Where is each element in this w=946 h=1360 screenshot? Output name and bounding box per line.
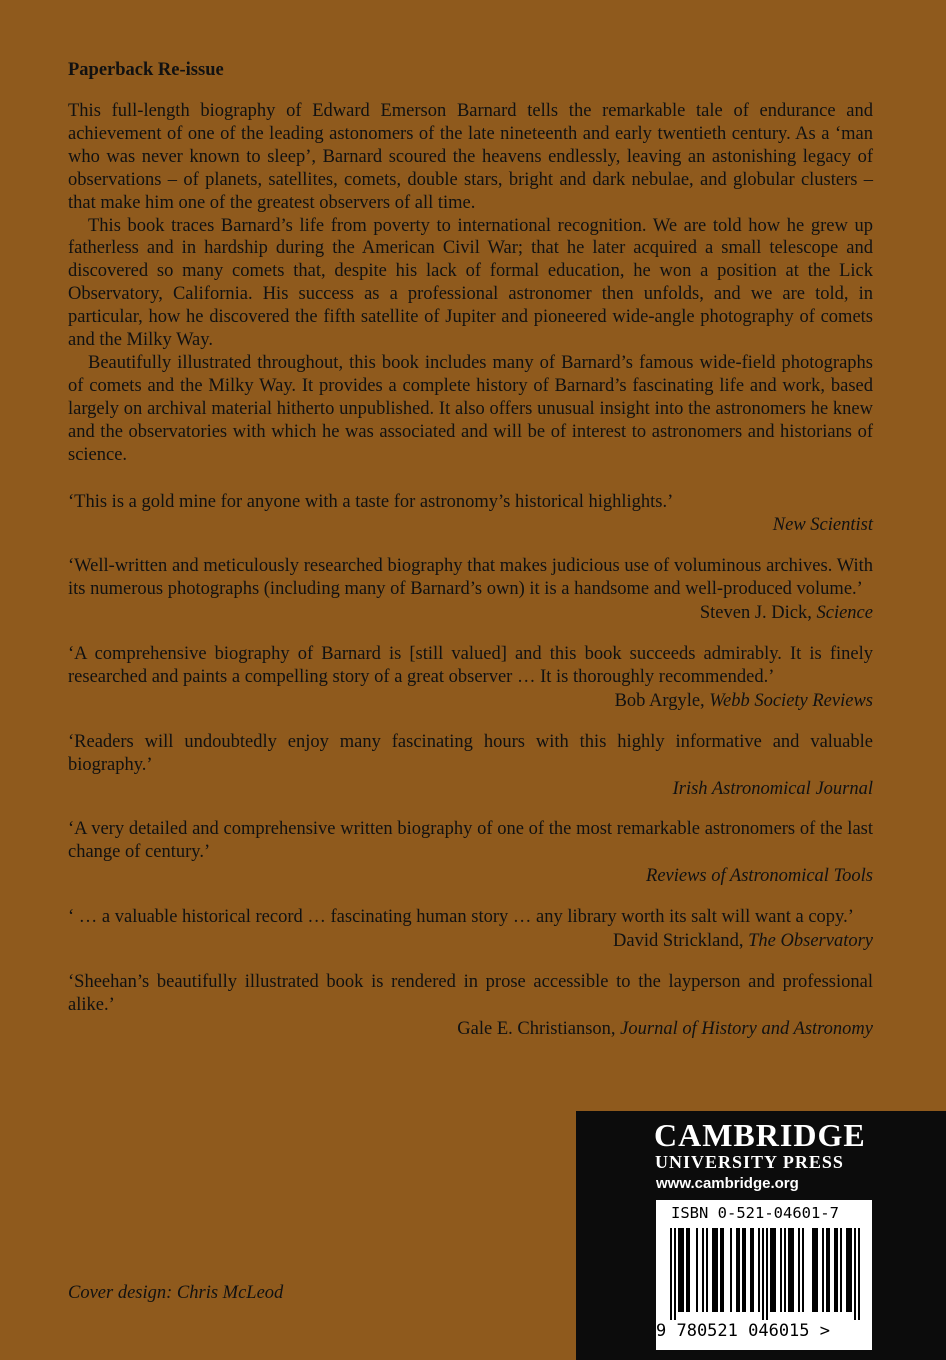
- description-paragraph: This book traces Barnard’s life from poverty to international recognition. We are told how he grew up fatherless and in hardship during the American Civil War; that he later acquired a small telescope and discovered so many comets that, despite his lack of formal education, he won a position at the Lick Observatory, California. His success as a professional astronomer then unfolds, and we are told, in particular, how he discovered the fifth satellite of Jupiter and pioneered wide-angle photography of comets and the Milky Way.: [68, 215, 873, 351]
- barcode-bar: [742, 1228, 744, 1312]
- barcode-bar: [858, 1228, 860, 1320]
- back-cover-text: [68, 58, 873, 1059]
- barcode-bar: [836, 1228, 838, 1312]
- barcode-bar: [826, 1228, 828, 1312]
- barcode-bar: [846, 1228, 848, 1312]
- review-publication: New Scientist: [772, 515, 873, 536]
- publisher-subname: UNIVERSITY PRESS: [655, 1152, 844, 1172]
- barcode-bar: [812, 1228, 814, 1312]
- barcode-bar: [678, 1228, 680, 1312]
- barcode-bar: [762, 1228, 764, 1320]
- review: [68, 555, 873, 625]
- barcode-bar: [834, 1228, 836, 1312]
- review-source: [68, 1018, 873, 1041]
- review-publication: Webb Society Reviews: [709, 690, 873, 711]
- review: [68, 906, 873, 953]
- barcode-bar: [854, 1228, 856, 1320]
- description-paragraph: This full-length biography of Edward Emerson Barnard tells the remarkable tale of endurance and achievement of one of the leading astonomers of the late nineteenth and early twentieth century. As a ‘man who was never known to sleep’, Barnard scoured the heavens endlessly, leaving an astonishing legacy of observations – of planets, satellites, comets, double stars, bright and dark nebulae, and globular clusters – that make him one of the greatest observers of all time.: [68, 101, 873, 213]
- review-publication: Irish Astronomical Journal: [672, 778, 873, 799]
- review: [68, 643, 873, 713]
- barcode-bar: [792, 1228, 794, 1312]
- review-publication: Journal of History and Astronomy: [620, 1018, 873, 1039]
- barcode-bar: [780, 1228, 782, 1312]
- review-quote: ‘Readers will undoubtedly enjoy many fascinating hours with this highly informative and valuable biography.’: [68, 731, 873, 775]
- barcode-digits: 9 780521 046015 >: [656, 1321, 830, 1341]
- review-quote: ‘ … a valuable historical record … fascinating human story … any library worth its salt will want a copy.’: [68, 907, 854, 928]
- review-publication: Science: [816, 603, 873, 624]
- review-quote: ‘Sheehan’s beautifully illustrated book is rendered in prose accessible to the layperson and professional alike.’: [68, 972, 873, 1015]
- barcode-bar: [750, 1228, 752, 1312]
- barcode-bar: [772, 1228, 774, 1312]
- review-quote: ‘This is a gold mine for anyone with a taste for astronomy’s historical highlights.’: [68, 491, 674, 512]
- barcode-bar: [702, 1228, 704, 1312]
- barcode-bar: [802, 1228, 804, 1312]
- barcode-bar: [822, 1228, 824, 1312]
- review-source: [68, 690, 873, 713]
- review-author: David Strickland,: [613, 931, 749, 952]
- review-publication: The Observatory: [748, 931, 873, 952]
- review-source: [68, 602, 873, 625]
- barcode-bar: [788, 1228, 790, 1312]
- barcode-bar: [720, 1228, 722, 1312]
- barcode-bar: [706, 1228, 708, 1312]
- barcode-bar: [758, 1228, 760, 1312]
- review-quote: ‘Well-written and meticulously researched biography that makes judicious use of voluminous archives. With its numerous photographs (including many of Barnard’s own) it is a handsome and well-produced volume.’: [68, 556, 873, 600]
- review-source: [68, 865, 873, 888]
- barcode-bar: [752, 1228, 754, 1312]
- barcode-bar: [774, 1228, 776, 1312]
- barcode-bar: [790, 1228, 792, 1312]
- isbn-text: ISBN 0-521-04601-7: [671, 1204, 839, 1222]
- review-publication: Reviews of Astronomical Tools: [646, 866, 873, 887]
- review-quote: ‘A comprehensive biography of Barnard is [still valued] and this book succeeds admirably. It is finely researched and paints a compelling story of a great observer … It is thoroughly recommended.’: [68, 644, 873, 687]
- review-author: Steven J. Dick,: [699, 603, 817, 624]
- barcode-bar: [680, 1228, 682, 1312]
- review: [68, 818, 873, 888]
- barcode-label: [656, 1200, 872, 1350]
- page-title: Paperback Re-issue: [68, 60, 224, 80]
- barcode-bar: [730, 1228, 732, 1312]
- barcode-bar: [798, 1228, 800, 1312]
- barcode-bar: [688, 1228, 690, 1312]
- barcode-bar: [716, 1228, 718, 1312]
- review-source: [68, 514, 873, 537]
- barcode-bar: [696, 1228, 698, 1312]
- publisher-panel: [576, 1111, 946, 1360]
- barcode-bar: [686, 1228, 688, 1312]
- barcode-bar: [674, 1228, 676, 1320]
- barcode-bar: [828, 1228, 830, 1312]
- cover-credit: Cover design: Chris McLeod: [68, 1283, 284, 1303]
- barcode-bar: [712, 1228, 714, 1312]
- review: [68, 971, 873, 1041]
- review: [68, 491, 873, 538]
- barcode-bar: [714, 1228, 716, 1312]
- review-source: [68, 930, 873, 953]
- barcode-bar: [840, 1228, 842, 1312]
- review-quote: ‘A very detailed and comprehensive written biography of one of the most remarkable astronomers of the last change of century.’: [68, 819, 873, 863]
- barcode-bar: [816, 1228, 818, 1312]
- barcode-bar: [722, 1228, 724, 1312]
- barcode-bar: [682, 1228, 684, 1312]
- barcode-bar: [670, 1228, 672, 1320]
- barcode-bar: [850, 1228, 852, 1312]
- barcode-bar: [738, 1228, 740, 1312]
- review: [68, 731, 873, 801]
- description-paragraph: Beautifully illustrated throughout, this book includes many of Barnard’s famous wide-field photographs of comets and the Milky Way. It provides a complete history of Barnard’s fascinating life and work, based largely on archival material hitherto unpublished. It also offers unusual insight into the astronomers he knew and the observatories with which he was associated and will be of interest to astronomers and historians of science.: [68, 352, 873, 465]
- description: [68, 100, 873, 467]
- barcode-bar: [744, 1228, 746, 1312]
- barcode-bar: [814, 1228, 816, 1312]
- barcode-bar: [848, 1228, 850, 1312]
- review-author: Gale E. Christianson,: [457, 1018, 621, 1039]
- review-author: Bob Argyle,: [614, 690, 710, 711]
- publisher-name: CAMBRIDGE: [654, 1117, 866, 1153]
- publisher-url: www.cambridge.org: [656, 1175, 799, 1192]
- barcode-bar: [736, 1228, 738, 1312]
- barcode-bar: [784, 1228, 786, 1312]
- review-source: [68, 778, 873, 801]
- barcode-bar: [766, 1228, 768, 1320]
- barcode: [662, 1228, 866, 1320]
- barcode-bar: [770, 1228, 772, 1312]
